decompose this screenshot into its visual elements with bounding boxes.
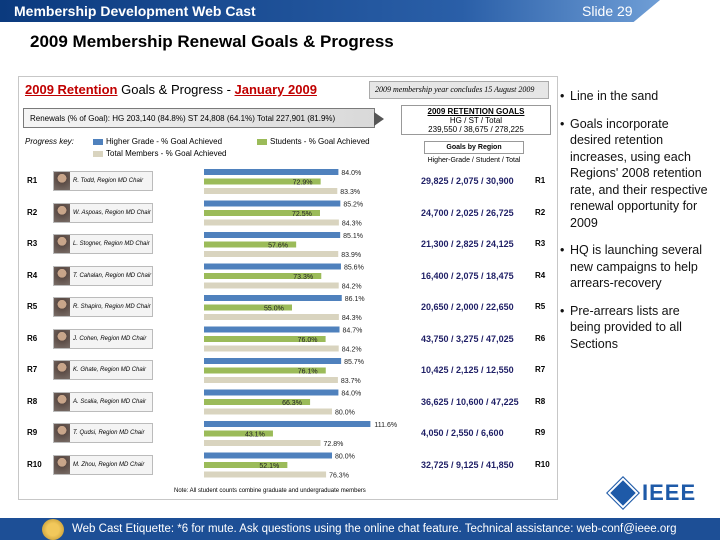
region-code-right: R10: [535, 459, 550, 469]
chart-panel: [18, 76, 558, 500]
legend-label: Students - % Goal Achieved: [270, 137, 370, 146]
avatar: [54, 235, 70, 253]
footer-text: Web Cast Etiquette: *6 for mute. Ask questions using the online chat feature. Technical assistance: web-conf@ieee.org: [72, 523, 677, 535]
goals-by-region-sub: Higher-Grade / Student / Total: [427, 157, 521, 164]
avatar: [54, 267, 70, 285]
region-code-left: R6: [27, 333, 38, 343]
legend-label: Total Members - % Goal Achieved: [106, 149, 227, 158]
bar-label-R4-s2: 73.3%: [293, 274, 314, 281]
region-goal: 10,425 / 2,125 / 12,550: [421, 365, 514, 375]
avatar: [54, 456, 70, 474]
region-code-right: R3: [535, 239, 546, 248]
header: [0, 0, 720, 22]
bar-label-R3-s2: 57.6%: [268, 242, 289, 250]
bullet-text: Pre-arrears lists are being provided to all Sections: [570, 303, 682, 351]
region-chair-name: K. Ghate, Region MD Chair: [73, 367, 147, 373]
region-code-left: R10: [27, 459, 42, 469]
bar-R1-s3: [204, 188, 337, 194]
region-goal: 36,625 / 10,600 / 47,225: [421, 396, 519, 407]
avatar: [54, 393, 70, 411]
region-chair: [53, 234, 153, 254]
retention-goals-title: 2009 RETENTION GOALS: [427, 107, 525, 116]
bar-label-R9-s3: 72.8%: [323, 441, 344, 448]
region-code-left: R4: [27, 270, 38, 280]
bar-label-R2-s1: 85.2%: [343, 201, 364, 209]
progress-key-label: Progress key:: [25, 137, 74, 146]
region-goal: 20,650 / 2,000 / 22,650: [421, 302, 514, 312]
avatar: [54, 424, 70, 442]
bullet-text: Goals incorporate desired retention increases, using each Regions' 2008 retention rate, and their respective renewal opportunity for 2009: [570, 116, 708, 230]
bar-label-R9-s1: 111.6%: [374, 422, 398, 429]
region-goal: 21,300 / 2,825 / 24,125: [421, 239, 514, 249]
bullet-item: • Goals incorporate desired retention increases, using each Regions' 2008 retention rate, and their respective renewal opportunity for 2009: [560, 116, 710, 232]
bar-R9-s3: [204, 440, 320, 446]
region-goal: 32,725 / 9,125 / 41,850: [421, 459, 514, 470]
bar-R4-s3: [204, 283, 339, 289]
web-cast-icon: [42, 519, 64, 540]
bar-R2-s1: [204, 201, 340, 207]
bullet-item: • HQ is launching several new campaigns to help arrears-recovery: [560, 242, 710, 292]
bar-R5-s3: [204, 314, 339, 320]
slide-number: Slide 29: [582, 3, 633, 19]
bar-label-R8-s3: 80.0%: [335, 409, 355, 417]
bar-label-R7-s1: 85.7%: [344, 359, 364, 366]
bar-label-R8-s2: 66.3%: [282, 400, 302, 407]
bar-label-R6-s1: 84.7%: [342, 327, 363, 335]
retention-goals-head: HG / ST / Total: [449, 116, 503, 125]
region-code-right: R6: [535, 333, 546, 343]
goals-by-region-label: Goals by Region: [424, 141, 524, 154]
bar-label-R2-s3: 84.3%: [341, 220, 362, 228]
region-chair-name: T. Cahalan, Region MD Chair: [73, 272, 152, 279]
bar-label-R10-s3: 76.3%: [329, 472, 349, 480]
legend-label: Higher Grade - % Goal Achieved: [106, 137, 223, 146]
avatar: [54, 204, 70, 222]
region-code-right: R7: [535, 365, 546, 374]
bar-R8-s1: [204, 390, 338, 396]
region-chair-name: A. Scalia, Region MD Chair: [73, 398, 147, 405]
bullet-text: HQ is launching several new campaigns to help arrears-recovery: [570, 243, 703, 290]
region-chair-name: L. Stogner, Region MD Chair: [73, 241, 150, 247]
region-code-left: R9: [27, 428, 38, 437]
slide-title: 2009 Membership Renewal Goals & Progress: [30, 32, 394, 51]
region-code-right: R1: [535, 176, 546, 185]
avatar: [54, 172, 70, 190]
year-conclusion-note: 2009 membership year concludes 15 August 2009: [369, 81, 549, 99]
region-code-right: R2: [535, 207, 546, 217]
bar-label-R7-s2: 76.1%: [297, 368, 318, 376]
bar-label-R4-s1: 85.6%: [343, 264, 364, 272]
region-goal: 4,050 / 2,550 / 6,600: [421, 428, 504, 438]
bullet-item: • Pre-arrears lists are being provided to all Sections: [560, 303, 710, 353]
bar-label-R10-s1: 80.0%: [335, 453, 355, 461]
region-code-left: R7: [27, 365, 38, 374]
avatar: [54, 298, 70, 316]
region-code-left: R2: [27, 207, 38, 217]
bar-R6-s1: [204, 327, 340, 333]
avatar: [54, 330, 70, 348]
bar-label-R7-s3: 83.7%: [340, 378, 361, 385]
bar-label-R6-s3: 84.2%: [341, 346, 362, 354]
bar-R9-s1: [204, 421, 370, 427]
region-chair: [53, 171, 153, 191]
region-chair-name: R. Todd, Region MD Chair: [73, 178, 144, 184]
renewals-text: Renewals (% of Goal): HG 203,140 (84.8%) ST 24,808 (64.1%) Total 227,901 (81.9%): [30, 114, 336, 123]
region-code-right: R9: [535, 428, 546, 437]
header-title: Membership Development Web Cast: [14, 3, 256, 19]
chart-footnote: Note: All student counts combine graduate and undergraduate members: [174, 488, 366, 494]
region-goal: 29,825 / 2,075 / 30,900: [421, 176, 514, 186]
region-chair: [53, 423, 153, 443]
region-code-left: R5: [27, 302, 38, 311]
bar-label-R10-s2: 52.1%: [259, 463, 280, 470]
bar-R3-s3: [204, 251, 338, 257]
region-code-right: R5: [535, 302, 546, 311]
region-chair: [53, 329, 153, 349]
avatar: [54, 361, 70, 379]
bar-R7-s1: [204, 358, 341, 364]
ieee-diamond-icon: [607, 477, 638, 508]
bullet-list: [560, 88, 710, 363]
region-code-left: R8: [27, 396, 38, 406]
region-chair: [53, 455, 153, 475]
bar-label-R2-s2: 72.5%: [292, 211, 312, 218]
bar-R4-s1: [204, 264, 341, 270]
bar-R10-s1: [204, 453, 332, 459]
bar-R1-s1: [204, 169, 338, 175]
bar-R7-s3: [204, 377, 338, 383]
region-code-right: R8: [535, 396, 546, 406]
region-code-left: R1: [27, 176, 38, 185]
bar-label-R6-s2: 76.0%: [297, 337, 318, 344]
bullet-item: • Line in the sand: [560, 89, 659, 103]
retention-goals-values: 239,550 / 38,675 / 278,225: [428, 125, 524, 134]
bar-label-R3-s3: 83.9%: [341, 252, 362, 259]
region-chair-name: W. Aspoas, Region MD Chair: [73, 209, 151, 216]
region-goal: 16,400 / 2,075 / 18,475: [421, 270, 514, 281]
region-goal: 24,700 / 2,025 / 26,725: [421, 207, 514, 218]
bar-label-R1-s3: 83.3%: [340, 189, 361, 196]
bar-label-R8-s1: 84.0%: [341, 390, 362, 398]
region-chair-name: R. Shapiro, Region MD Chair: [73, 304, 151, 310]
bar-label-R1-s1: 84.0%: [341, 170, 362, 177]
region-chair: [53, 203, 153, 223]
region-chair: [53, 392, 153, 412]
bar-R10-s3: [204, 472, 326, 478]
region-code-left: R3: [27, 239, 38, 248]
region-chair: [53, 360, 153, 380]
bar-R3-s1: [204, 232, 340, 238]
region-chair-name: T. Qudsi, Region MD Chair: [73, 430, 145, 436]
ieee-logo-text: IEEE: [642, 480, 697, 505]
bar-label-R5-s2: 55.0%: [264, 305, 284, 313]
bar-label-R9-s2: 43.1%: [244, 431, 265, 439]
region-code-right: R4: [535, 270, 546, 280]
bar-label-R1-s2: 72.9%: [292, 179, 313, 187]
bar-label-R3-s1: 85.1%: [343, 233, 364, 240]
bar-label-R5-s3: 84.3%: [341, 315, 362, 322]
bar-R6-s3: [204, 346, 339, 352]
bar-R2-s3: [204, 220, 339, 226]
bullet-text: Line in the sand: [570, 89, 659, 103]
chart-title-b: Goals & Progress -: [117, 82, 235, 97]
bar-label-R4-s3: 84.2%: [341, 283, 362, 291]
chart-title-c: January 2009: [234, 82, 317, 97]
bar-R5-s1: [204, 295, 342, 301]
region-chair-name: J. Cohen, Region MD Chair: [73, 335, 147, 342]
region-goal: 43,750 / 3,275 / 47,025: [421, 333, 514, 344]
region-chair: [53, 266, 153, 286]
region-chair: [53, 297, 153, 317]
bar-label-R5-s1: 86.1%: [344, 296, 365, 303]
chart-title-a: 2009 Retention: [25, 82, 118, 97]
region-chair-name: M. Zhou, Region MD Chair: [73, 461, 145, 468]
ieee-logo: [612, 480, 696, 506]
bar-R8-s3: [204, 409, 332, 415]
